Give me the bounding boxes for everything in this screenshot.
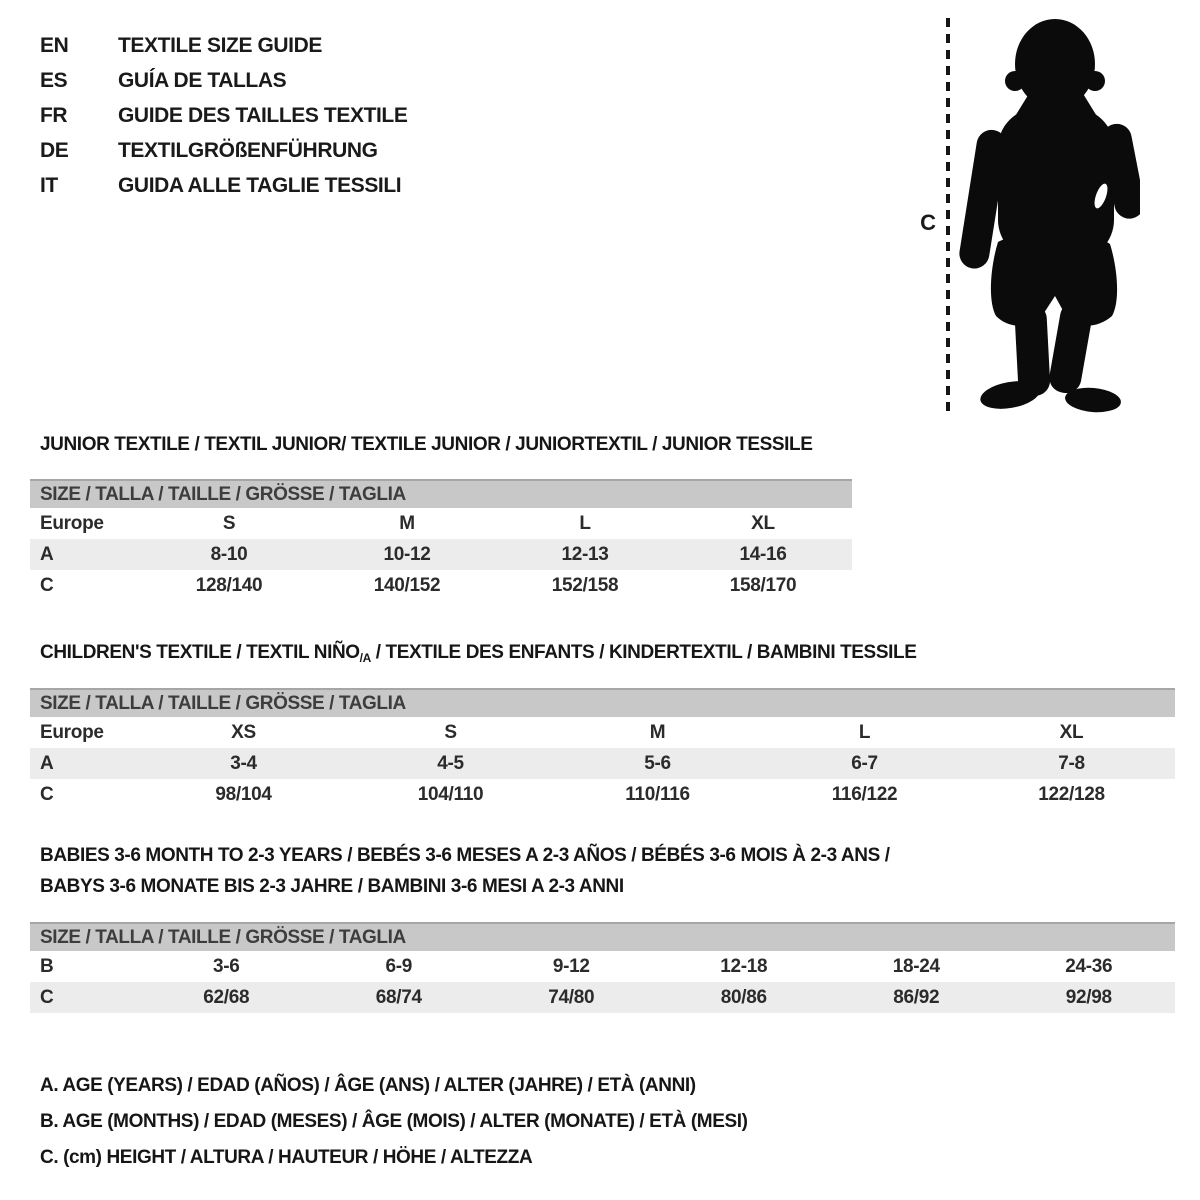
measure-label-c: C: [920, 210, 936, 235]
child-silhouette-icon: [958, 14, 1140, 420]
height-cell: 116/122: [831, 783, 898, 805]
table-row-height: [30, 779, 1175, 810]
size-cell: L: [579, 512, 591, 534]
table-row-age-months: [30, 951, 1175, 982]
language-title: GUIDE DES TAILLES TEXTILE: [118, 104, 408, 127]
height-cell: 92/98: [1065, 986, 1112, 1008]
row-label: C: [40, 783, 54, 805]
table-row-age: [30, 748, 1175, 779]
heading-text: CHILDREN'S TEXTILE / TEXTIL NIÑO: [40, 642, 360, 663]
height-cell: 152/158: [551, 574, 619, 596]
height-cell: 80/86: [720, 986, 767, 1008]
age-cell: 18-24: [892, 955, 940, 977]
language-list: [40, 28, 407, 203]
age-cell: 10-12: [383, 543, 431, 565]
language-title: GUÍA DE TALLAS: [118, 69, 287, 92]
section-heading-babies-line2: BABYS 3-6 MONATE BIS 2-3 JAHRE / BAMBINI 3-6 MESI A 2-3 ANNI: [40, 876, 624, 897]
language-code: ES: [40, 69, 68, 92]
table-row-age: [30, 539, 852, 570]
height-cell: 104/110: [417, 783, 484, 805]
age-cell: 3-6: [212, 955, 240, 977]
row-label: A: [40, 752, 54, 774]
language-code: DE: [40, 139, 69, 162]
table-row-height: [30, 982, 1175, 1013]
language-row-fr: [40, 98, 407, 133]
language-row-de: [40, 133, 407, 168]
size-table-children: [30, 688, 1175, 810]
row-label: C: [40, 574, 54, 596]
height-cell: 110/116: [625, 783, 690, 805]
row-label: A: [40, 543, 54, 565]
table-row-europe: [30, 717, 1175, 748]
size-cell: S: [222, 512, 236, 534]
size-cell: XL: [751, 512, 775, 534]
heading-text: / TEXTILE DES ENFANTS / KINDERTEXTIL / BAMBINI TESSILE: [370, 642, 917, 663]
height-cell: 62/68: [203, 986, 250, 1008]
legend-line-c: C. (cm) HEIGHT / ALTURA / HAUTEUR / HÖHE / ALTEZZA: [40, 1147, 533, 1168]
age-cell: 12-13: [561, 543, 609, 565]
size-cell: L: [858, 721, 871, 743]
table-row-height: [30, 570, 852, 601]
age-cell: 7-8: [1058, 752, 1085, 774]
table-row-europe: [30, 508, 852, 539]
height-cell: 86/92: [893, 986, 940, 1008]
size-table-junior: [30, 479, 852, 601]
height-measure-line: [946, 18, 950, 416]
size-cell: XS: [231, 721, 256, 743]
row-label: B: [40, 955, 54, 977]
age-cell: 6-9: [385, 955, 413, 977]
age-cell: 24-36: [1065, 955, 1113, 977]
height-cell: 140/152: [373, 574, 441, 596]
language-title: GUIDA ALLE TAGLIE TESSILI: [118, 174, 402, 197]
legend: [40, 1068, 748, 1176]
age-cell: 3-4: [230, 752, 257, 774]
height-cell: 158/170: [729, 574, 797, 596]
size-cell: XL: [1059, 721, 1084, 743]
legend-line-a: A. AGE (YEARS) / EDAD (AÑOS) / ÂGE (ANS) / ALTER (JAHRE) / ETÀ (ANNI): [40, 1075, 696, 1096]
size-table-header: SIZE / TALLA / TAILLE / GRÖSSE / TAGLIA: [30, 688, 1175, 717]
age-cell: 12-18: [720, 955, 768, 977]
age-cell: 4-5: [437, 752, 464, 774]
language-code: FR: [40, 104, 68, 127]
language-row-it: [40, 168, 407, 203]
age-cell: 6-7: [851, 752, 878, 774]
language-title: TEXTILGRÖßENFÜHRUNG: [118, 139, 378, 162]
language-code: EN: [40, 34, 69, 57]
size-cell: M: [399, 512, 415, 534]
row-label: Europe: [40, 721, 104, 743]
language-row-en: [40, 28, 407, 63]
height-cell: 98/104: [215, 783, 272, 805]
height-cell: 122/128: [1038, 783, 1105, 805]
size-cell: M: [649, 721, 666, 743]
row-label: Europe: [40, 512, 104, 534]
language-code: IT: [40, 174, 58, 197]
language-row-es: [40, 63, 407, 98]
age-cell: 14-16: [739, 543, 787, 565]
height-cell: 68/74: [375, 986, 422, 1008]
language-title: TEXTILE SIZE GUIDE: [118, 34, 322, 57]
age-cell: 8-10: [210, 543, 248, 565]
heading-subscript: /A: [359, 651, 371, 665]
legend-line-b: B. AGE (MONTHS) / EDAD (MESES) / ÂGE (MOIS) / ALTER (MONATE) / ETÀ (MESI): [40, 1111, 748, 1132]
height-cell: 74/80: [548, 986, 595, 1008]
size-table-babies: [30, 922, 1175, 1013]
size-cell: S: [444, 721, 457, 743]
age-cell: 5-6: [644, 752, 671, 774]
age-cell: 9-12: [552, 955, 590, 977]
section-heading-junior: JUNIOR TEXTILE / TEXTIL JUNIOR/ TEXTILE JUNIOR / JUNIORTEXTIL / JUNIOR TESSILE: [40, 434, 813, 455]
section-heading-children: [40, 642, 916, 665]
size-table-header: SIZE / TALLA / TAILLE / GRÖSSE / TAGLIA: [30, 922, 1175, 951]
section-heading-babies-line1: BABIES 3-6 MONTH TO 2-3 YEARS / BEBÉS 3-6 MESES A 2-3 AÑOS / BÉBÉS 3-6 MOIS À 2-3 ANS /: [40, 845, 890, 866]
height-cell: 128/140: [195, 574, 263, 596]
size-table-header: SIZE / TALLA / TAILLE / GRÖSSE / TAGLIA: [30, 479, 852, 508]
row-label: C: [40, 986, 54, 1008]
